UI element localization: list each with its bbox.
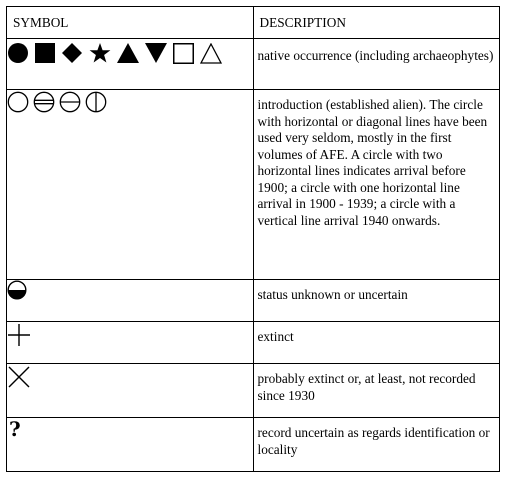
question-mark-icon: ?	[9, 417, 21, 441]
symbol-cell	[7, 364, 254, 418]
description-text: probably extinct or, at least, not recorded since 1930	[257, 371, 476, 403]
description-cell	[253, 322, 500, 364]
description-text: extinct	[257, 329, 294, 344]
open-circle-icon	[7, 91, 29, 113]
open-triangle-icon	[200, 43, 222, 64]
table-row	[7, 322, 500, 364]
description-text: native occurrence (including archaeophytes)	[257, 48, 494, 63]
description-cell	[253, 39, 500, 90]
table-row	[7, 39, 500, 90]
filled-triangle-down-icon	[145, 43, 167, 63]
filled-star-icon	[89, 42, 111, 64]
circle-vertical-line-icon	[85, 91, 107, 113]
symbol-legend-table	[6, 6, 500, 472]
description-text: record uncertain as regards identification or locality	[257, 425, 490, 457]
open-square-icon	[173, 43, 194, 64]
description-cell	[253, 364, 500, 418]
description-text: introduction (established alien). The circle with horizontal or diagonal lines have been used very seldom, mostly in the first volumes of AFE. A circle with two horizontal lines indicates arrival before 1900; a circle with one horizontal line arrival in 1900 - 1939; a circle with a vertical line arrival 1940 onwards.	[257, 97, 488, 228]
symbol-cell	[7, 418, 254, 472]
cross-icon	[7, 365, 31, 389]
table-row	[7, 90, 500, 280]
circle-two-horizontal-lines-icon	[33, 91, 55, 113]
description-text: status unknown or uncertain	[257, 287, 408, 302]
filled-square-icon	[35, 43, 55, 63]
description-cell	[253, 280, 500, 322]
circle-one-horizontal-line-icon	[59, 91, 81, 113]
filled-diamond-icon	[61, 42, 83, 64]
symbol-cell	[7, 322, 254, 364]
description-header: DESCRIPTION	[259, 15, 346, 30]
description-header-cell	[253, 7, 500, 39]
table-row	[7, 364, 500, 418]
table-row	[7, 280, 500, 322]
plus-icon	[7, 323, 31, 347]
description-cell	[253, 418, 500, 472]
description-cell	[253, 90, 500, 280]
symbol-cell	[7, 280, 254, 322]
symbol-header: SYMBOL	[13, 15, 69, 30]
filled-circle-icon	[7, 42, 29, 64]
symbol-cell	[7, 90, 254, 280]
half-filled-circle-icon	[7, 280, 27, 300]
filled-triangle-up-icon	[117, 43, 139, 63]
symbol-header-cell	[7, 7, 254, 39]
table-row	[7, 418, 500, 472]
table-header-row	[7, 7, 500, 39]
symbol-cell	[7, 39, 254, 90]
